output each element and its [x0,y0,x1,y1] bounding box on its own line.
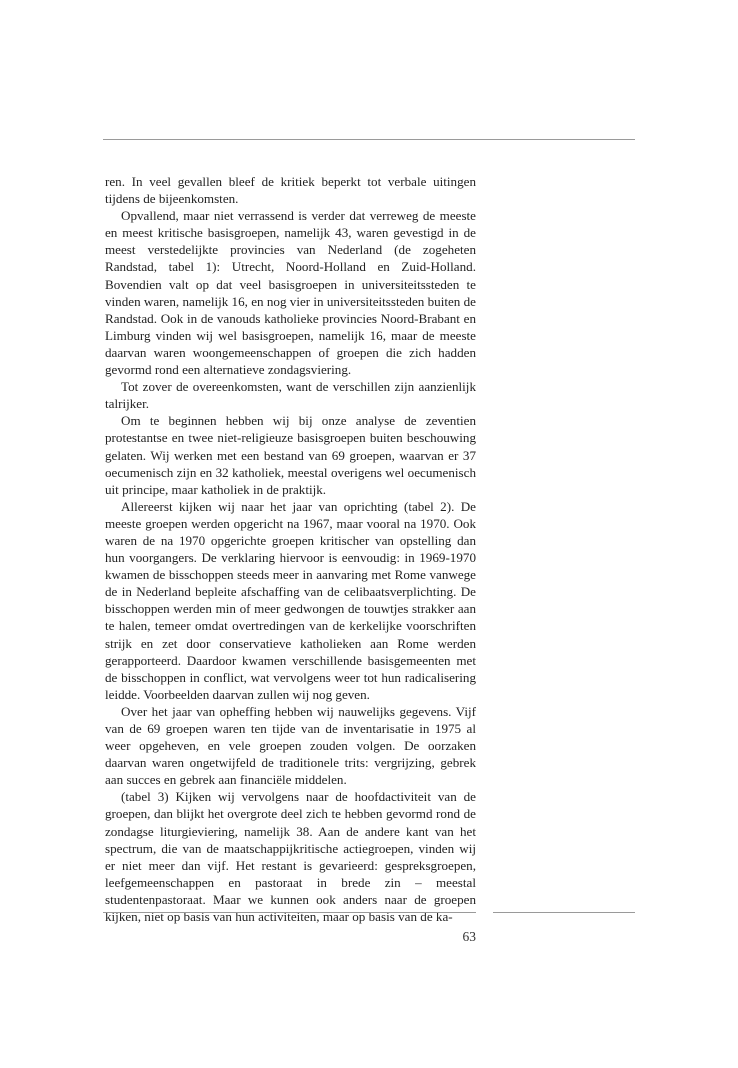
header-rule [103,139,635,140]
paragraph-2: Opvallend, maar niet verrassend is verder dat verreweg de meeste en meest kritische basisgroepen, namelijk 43, waren gevestigd in de meest verstedelijkte provincies van Nederland (de zogeheten Randstad, tabel 1): Utrecht, Noord-Holland en Zuid-Holland. Bovendien valt op dat veel basisgroepen in universiteitssteden te vinden waren, namelijk 16, en nog vier in universiteitssteden buiten de Randstad. Ook in de vanouds katholieke provincies Noord-Brabant en Limburg vinden wij wel basisgroepen, namelijk 16, maar de meeste daarvan waren woongemeenschappen of groepen die zich hadden gevormd rond een alternatieve zondagsviering. [105,208,476,378]
footer-rule-left [103,912,476,913]
paragraph-6: Over het jaar van opheffing hebben wij nauwelijks gegevens. Vijf van de 69 groepen waren ten tijde van de inventarisatie in 1975 al weer opgeheven, en vele groepen zouden volgen. De oorzaken daarvan waren ongetwijfeld de traditionele trits: vergrijzing, gebrek aan succes en gebrek aan financiële middelen. [105,703,476,788]
paragraph-3: Tot zover de overeenkomsten, want de verschillen zijn aanzienlijk talrijker. [105,379,476,412]
paragraph-1: ren. In veel gevallen bleef de kritiek beperkt tot verbale uitingen tijdens de bijeenkomsten. [105,174,476,207]
paragraph-7: (tabel 3) Kijken wij vervolgens naar de hoofdactiviteit van de groepen, dan blijkt het overgrote deel zich te hebben gevormd rond de zondagse liturgieviering, namelijk 38. Aan de andere kant van het spectrum, die van de maatschappijkritische actiegroepen, vinden wij er niet meer dan vijf. Het restant is gevarieerd: gespreksgroepen, leefgemeenschappen en pastoraat in brede zin – meestal studentenpastoraat. Maar we kunnen ook anders naar de groepen kijken, niet op basis van hun activiteiten, maar op basis van de ka- [105,789,476,925]
body-text [105,173,476,925]
paragraph-4: Om te beginnen hebben wij bij onze analyse de zeventien protestantse en twee niet-religieuze basisgroepen buiten beschouwing gelaten. Wij werken met een bestand van 69 groepen, waarvan er 37 oecumenisch zijn en 32 katholiek, meestal overigens wel oecumenisch uit principe, maar katholiek in de praktijk. [105,413,476,497]
page-number: 63 [462,929,476,944]
paragraph-5: Allereerst kijken wij naar het jaar van oprichting (tabel 2). De meeste groepen werden opgericht na 1967, maar vooral na 1970. Ook waren de na 1970 opgerichte groepen kritischer van opstelling dan hun voorgangers. De verklaring hiervoor is eenvoudig: in 1969-1970 kwamen de bisschoppen steeds meer in aanvaring met Rome vanwege de in Nederland bepleite afschaffing van de celibaatsverplichting. De bisschoppen werden min of meer gedwongen de touwtjes strakker aan te halen, temeer omdat overtredingen van de kerkelijke voorschriften strijk en zet door conservatieve katholieken aan Rome werden gerapporteerd. Daardoor kwamen verschillende basisgemeenten met de bisschoppen in conflict, wat vervolgens weer tot hun radicalisering leidde. Voorbeelden daarvan zullen wij nog geven. [105,498,476,702]
footer-rule-right [493,912,635,913]
